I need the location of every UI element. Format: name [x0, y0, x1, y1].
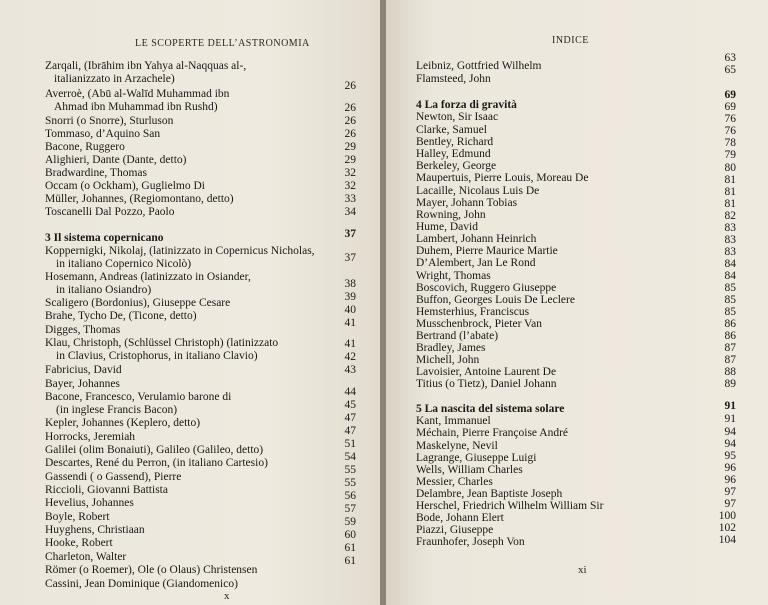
- index-entry: Lagrange, Giuseppe Luigi: [416, 452, 537, 464]
- index-entry: Boscovich, Ruggero Giuseppe: [416, 282, 557, 294]
- index-entry: Méchain, Pierre Françoise André: [416, 427, 569, 439]
- index-entry: Lacaille, Nicolaus Luis De: [416, 185, 540, 197]
- index-entry: Bayer, Johannes: [45, 378, 120, 390]
- page-number: 26: [344, 128, 356, 140]
- index-entry: Piazzi, Giuseppe: [416, 524, 494, 536]
- page-number: 89: [724, 378, 736, 390]
- page-number: 85: [724, 294, 736, 306]
- index-entry: Ahmad ibn Muhammad ibn Rushd): [54, 101, 218, 113]
- index-entry: Maskelyne, Nevil: [416, 440, 498, 452]
- page-number: 87: [724, 342, 736, 354]
- index-entry: Hevelius, Johannes: [45, 497, 134, 509]
- page-number: 82: [724, 210, 736, 222]
- index-entry: Scaligero (Bordonius), Giuseppe Cesare: [45, 297, 231, 309]
- page-number: 59: [344, 516, 356, 528]
- page-number: 85: [724, 306, 736, 318]
- page-number: 76: [724, 113, 736, 125]
- index-entry: Klau, Christoph, (Schlüssel Christoph) (latinizzato: [45, 337, 279, 349]
- page-number: 47: [344, 425, 356, 437]
- index-entry: Descartes, René du Perron, (in italiano Cartesio): [45, 457, 268, 469]
- index-entry: Delambre, Jean Baptiste Joseph: [416, 488, 563, 500]
- page-number: 41: [344, 317, 356, 329]
- index-entry: Tommaso, d’Aquino San: [45, 128, 161, 140]
- page-number: 43: [344, 364, 356, 376]
- left-folio: x: [224, 590, 230, 602]
- index-entry: Hosemann, Andreas (latinizzato in Osiander,: [45, 271, 251, 283]
- page-number: 37: [344, 252, 356, 264]
- page-number: 32: [344, 180, 356, 192]
- page-number: 61: [344, 555, 356, 567]
- index-entry: Rowning, John: [416, 209, 486, 221]
- index-entry: Bradwardine, Thomas: [45, 167, 147, 179]
- page-number: 39: [344, 291, 356, 303]
- index-entry: in italiano Osiandro): [56, 284, 152, 296]
- index-entry: Alighieri, Dante (Dante, detto): [45, 154, 187, 166]
- index-entry: Herschel, Friedrich Wilhelm William Sir: [416, 500, 604, 512]
- page-number: 38: [344, 278, 356, 290]
- page-number: 91: [724, 413, 736, 425]
- page-number: 26: [344, 115, 356, 127]
- page-number: 96: [724, 462, 736, 474]
- index-entry: Newton, Sir Isaac: [416, 111, 499, 123]
- index-entry: Fraunhofer, Joseph Von: [416, 536, 525, 548]
- index-entry: Occam (o Ockham), Guglielmo Di: [45, 180, 205, 192]
- index-entry: Flamsteed, John: [416, 73, 491, 85]
- index-entry: Huyghens, Christiaan: [45, 524, 145, 536]
- page-number: 84: [724, 270, 736, 282]
- page-number: 80: [724, 162, 736, 174]
- page-number: 95: [724, 450, 736, 462]
- page-number: 69: [724, 89, 736, 101]
- index-entry: Averroè, (Abū al-Walīd Muhammad ibn: [45, 88, 230, 100]
- page-number: 81: [724, 174, 736, 186]
- page-number: 26: [344, 102, 356, 114]
- page-number: 83: [724, 234, 736, 246]
- page-number: 57: [344, 503, 356, 515]
- page-number: 55: [344, 477, 356, 489]
- page-number: 84: [724, 258, 736, 270]
- page-number: 32: [344, 167, 356, 179]
- page-number: 86: [724, 318, 736, 330]
- index-entry: Leibniz, Gottfried Wilhelm: [416, 60, 542, 72]
- page-number: 104: [718, 534, 736, 546]
- page-number: 60: [344, 529, 356, 541]
- index-entry: Bode, Johann Elert: [416, 512, 504, 524]
- index-entry: Toscanelli Dal Pozzo, Paolo: [45, 206, 175, 218]
- index-entry: Hume, David: [416, 221, 478, 233]
- index-entry: Halley, Edmund: [416, 148, 491, 160]
- page-number: 51: [344, 438, 356, 450]
- index-entry: Koppernigki, Nikolaj, (latinizzato in Copernicus Nicholas,: [45, 245, 315, 257]
- index-entry: Brahe, Tycho De, (Ticone, detto): [45, 310, 197, 322]
- index-entry: Fabricius, David: [45, 364, 122, 376]
- page-number: 83: [724, 246, 736, 258]
- page-number: 44: [344, 386, 356, 398]
- index-entry: Bradley, James: [416, 342, 486, 354]
- index-entry: italianizzato in Arzachele): [54, 73, 175, 85]
- index-entry: Hemsterhius, Franciscus: [416, 306, 530, 318]
- page-number: 86: [724, 330, 736, 342]
- index-entry: Duhem, Pierre Maurice Martie: [416, 245, 558, 257]
- right-folio: xi: [578, 564, 587, 576]
- page-number: 47: [344, 412, 356, 424]
- page-number: 29: [344, 141, 356, 153]
- index-entry: Lavoisier, Antoine Laurent De: [416, 366, 557, 378]
- index-entry: Michell, John: [416, 354, 480, 366]
- page-number: 34: [344, 206, 356, 218]
- index-entry: in Clavius, Cristophorus, in italiano Clavio): [56, 350, 258, 362]
- page-number: 81: [724, 198, 736, 210]
- index-entry: Cassini, Jean Dominique (Giandomenico): [45, 578, 238, 590]
- page-number: 88: [724, 366, 736, 378]
- index-entry: Römer (o Roemer), Ole (o Olaus) Christensen: [45, 564, 258, 576]
- index-entry: (in inglese Francis Bacon): [56, 404, 178, 416]
- page-number: 45: [344, 399, 356, 411]
- page-number: 78: [724, 137, 736, 149]
- page-number: 102: [718, 522, 736, 534]
- chapter-heading: 4 La forza di gravità: [416, 99, 517, 111]
- index-entry: Horrocks, Jeremiah: [45, 431, 136, 443]
- right-running-head: INDICE: [552, 35, 589, 46]
- page-number: 41: [344, 338, 356, 350]
- page-number: 33: [344, 193, 356, 205]
- index-entry: Zarqali, (Ibrāhim ibn Yahya al-Naqquas al-,: [45, 60, 247, 72]
- index-entry: Mayer, Johann Tobias: [416, 197, 518, 209]
- index-entry: Digges, Thomas: [45, 324, 121, 336]
- index-entry: Buffon, Georges Louis De Leclere: [416, 294, 575, 306]
- index-entry: Charleton, Walter: [45, 551, 127, 563]
- page-number: 40: [344, 304, 356, 316]
- index-entry: Bacone, Ruggero: [45, 141, 125, 153]
- page-number: 55: [344, 464, 356, 476]
- left-page: [0, 0, 382, 605]
- index-entry: Riccioli, Giovanni Battista: [45, 484, 168, 496]
- index-entry: Snorri (o Snorre), Sturluson: [45, 115, 174, 127]
- index-entry: in italiano Copernico Nicolò): [56, 258, 192, 270]
- index-entry: D’Alembert, Jan Le Rond: [416, 257, 536, 269]
- index-entry: Bacone, Francesco, Verulamio barone di: [45, 391, 232, 403]
- index-entry: Gassendi ( o Gassend), Pierre: [45, 471, 182, 483]
- index-entry: Kant, Immanuel: [416, 415, 491, 427]
- index-entry: Berkeley, George: [416, 160, 497, 172]
- index-entry: Hooke, Robert: [45, 537, 113, 549]
- index-entry: Maupertuis, Pierre Louis, Moreau De: [416, 172, 589, 184]
- page-number: 37: [344, 228, 356, 240]
- chapter-heading: 3 Il sistema copernicano: [45, 232, 164, 244]
- index-entry: Messier, Charles: [416, 476, 493, 488]
- index-entry: Clarke, Samuel: [416, 124, 487, 136]
- index-entry: Müller, Johannes, (Regiomontano, detto): [45, 193, 234, 205]
- index-entry: Titius (o Tietz), Daniel Johann: [416, 378, 557, 390]
- page-number: 81: [724, 186, 736, 198]
- right-page: [386, 0, 768, 605]
- index-entry: Bentley, Richard: [416, 136, 494, 148]
- page-number: 61: [344, 542, 356, 554]
- page-number: 94: [724, 438, 736, 450]
- index-entry: Kepler, Johannes (Keplero, detto): [45, 417, 201, 429]
- index-entry: Musschenbrock, Pieter Van: [416, 318, 542, 330]
- page-number: 76: [724, 125, 736, 137]
- page-number: 42: [344, 351, 356, 363]
- page-number: 85: [724, 282, 736, 294]
- page-number: 97: [724, 486, 736, 498]
- index-entry: Wells, William Charles: [416, 464, 523, 476]
- page-number: 94: [724, 426, 736, 438]
- index-entry: Lambert, Johann Heinrich: [416, 233, 537, 245]
- page-number: 29: [344, 154, 356, 166]
- page-number: 87: [724, 354, 736, 366]
- index-entry: Boyle, Robert: [45, 511, 110, 523]
- page-number: 65: [724, 64, 736, 76]
- chapter-heading: 5 La nascita del sistema solare: [416, 403, 565, 415]
- page-number: 69: [724, 101, 736, 113]
- page-number: 26: [344, 80, 356, 92]
- index-entry: Galilei (olim Bonaiuti), Galileo (Galileo, detto): [45, 444, 264, 456]
- left-running-head: LE SCOPERTE DELL’ASTRONOMIA: [135, 38, 310, 49]
- page-number: 96: [724, 474, 736, 486]
- page-number: 54: [344, 451, 356, 463]
- page-number: 56: [344, 490, 356, 502]
- page-number: 83: [724, 222, 736, 234]
- page-number: 97: [724, 498, 736, 510]
- page-number: 91: [724, 400, 736, 412]
- index-entry: Bertrand (l’abate): [416, 330, 499, 342]
- page-number: 79: [724, 149, 736, 161]
- index-entry: Wright, Thomas: [416, 270, 491, 282]
- page-number: 100: [718, 510, 736, 522]
- page-number: 63: [724, 52, 736, 64]
